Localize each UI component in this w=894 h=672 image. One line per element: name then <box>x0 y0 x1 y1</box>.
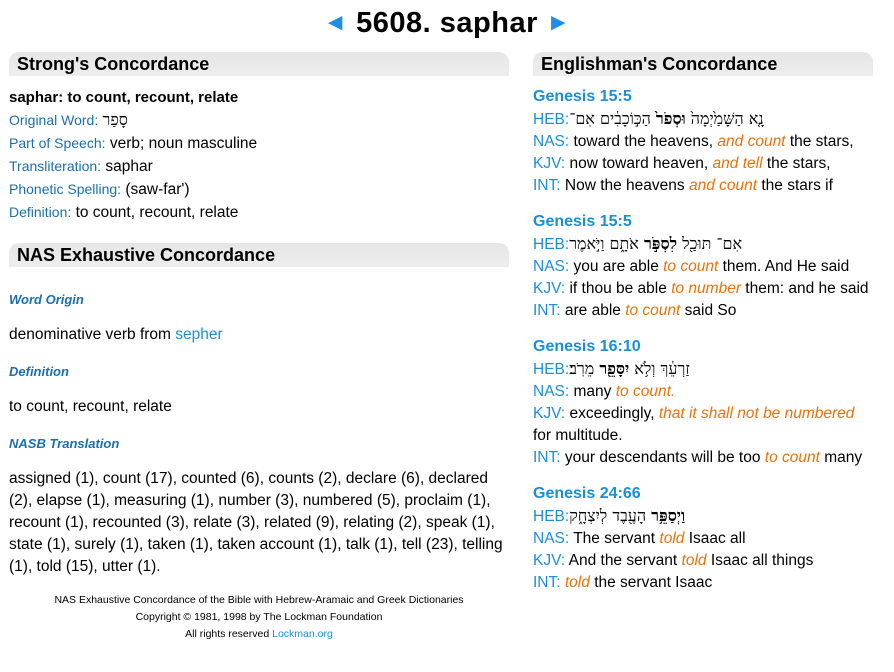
heb-highlight-word: לִסְפֹּ֣ר <box>643 234 678 253</box>
verse-entry <box>533 483 873 594</box>
kjv-label: KJV: <box>533 405 566 422</box>
verse-entry <box>533 211 873 322</box>
kjv-highlight: told <box>681 552 707 569</box>
heb-text-after: אֹתָ֑ם וַיֹּ֣אמֶר <box>569 234 644 253</box>
nas-line <box>533 381 873 403</box>
nas-text-before: many <box>573 383 612 400</box>
nas-heading: NAS Exhaustive Concordance <box>9 243 509 267</box>
heb-label: HEB: <box>533 111 570 128</box>
heb-highlight-word: יִסָּפֵ֖ר <box>599 359 630 378</box>
kjv-text-after: Isaac all things <box>710 552 814 569</box>
nas-text-before: you are able <box>573 258 659 275</box>
kjv-text-before: now toward heaven, <box>569 155 709 172</box>
nas-line <box>533 528 873 550</box>
int-highlight: and count <box>688 177 758 194</box>
nas-text-before: The servant <box>573 530 656 547</box>
word-origin-text <box>9 324 509 346</box>
kjv-highlight: that it shall not be numbered <box>658 405 855 422</box>
kjv-label: KJV: <box>533 280 566 297</box>
lockman-link[interactable]: Lockman.org <box>272 628 333 640</box>
nas-label: NAS: <box>533 258 570 275</box>
nas-text-before: toward the heavens, <box>573 133 714 150</box>
left-column <box>9 52 509 643</box>
nas-text-after: them. And He said <box>722 258 850 275</box>
nas-label: NAS: <box>533 530 570 547</box>
kjv-text-after: the stars, <box>766 155 831 172</box>
part-of-speech-label: Part of Speech: <box>9 135 106 151</box>
int-line <box>533 572 873 594</box>
int-highlight: to count <box>625 302 681 319</box>
int-text-before: Now the heavens <box>564 177 685 194</box>
heb-text-after: מֵרֹֽב׃ <box>569 359 600 378</box>
kjv-text-before: if thou be able <box>569 280 667 297</box>
kjv-line <box>533 403 873 447</box>
kjv-label: KJV: <box>533 155 566 172</box>
kjv-label: KJV: <box>533 552 566 569</box>
verse-list <box>533 86 873 594</box>
heb-text-after: הָעֶ֖בֶד לְיִצְחָ֑ק <box>569 506 652 525</box>
sepher-link[interactable]: sepher <box>175 326 223 343</box>
nas-highlight: told <box>659 530 685 547</box>
heb-text <box>569 506 685 525</box>
heb-text <box>569 109 763 128</box>
transliteration-label: Transliteration: <box>9 158 102 174</box>
nas-line <box>533 131 873 153</box>
definition-label: Definition: <box>9 204 72 220</box>
nas-highlight: and count <box>717 133 786 150</box>
int-text-before: are able <box>564 302 621 319</box>
footer-rights: All rights reserved <box>185 628 270 640</box>
strongs-details <box>9 76 509 224</box>
heb-line <box>533 358 873 381</box>
heb-line <box>533 108 873 131</box>
part-of-speech-value: verb; noun masculine <box>109 135 258 152</box>
phonetic-value: (saw-far') <box>125 181 190 198</box>
int-text-before: your descendants will be too <box>564 449 761 466</box>
phonetic-label: Phonetic Spelling: <box>9 181 122 197</box>
part-of-speech-row <box>9 132 509 155</box>
nas-definition-text: to count, recount, relate <box>9 398 172 415</box>
footer-line-1: NAS Exhaustive Concordance of the Bible with Hebrew-Aramaic and Greek Dictionaries <box>54 594 464 606</box>
int-text-after: many <box>824 449 863 466</box>
int-line <box>533 175 873 197</box>
verse-reference-link[interactable]: Genesis 15:5 <box>533 88 632 105</box>
transliteration-value: saphar <box>105 158 153 175</box>
strongs-summary: saphar: to count, recount, relate <box>9 89 239 106</box>
heb-line <box>533 505 873 528</box>
int-highlight: told <box>564 574 590 591</box>
heb-text-after: הַכּ֣וֹכָבִ֔ים אִם־ <box>569 109 656 128</box>
next-entry-arrow-icon[interactable]: ► <box>546 9 571 36</box>
footer-line-2: Copyright © 1981, 1998 by The Lockman Foundation <box>135 611 383 623</box>
phonetic-row <box>9 178 509 201</box>
heb-text-before: אִם־ תּוּכַ֖ל <box>677 234 743 253</box>
englishmans-heading: Englishman's Concordance <box>533 52 873 76</box>
page-title-bar <box>0 4 894 42</box>
verse-entry <box>533 336 873 469</box>
original-word-value: סָפַר <box>102 110 128 129</box>
original-word-row <box>9 109 509 132</box>
int-label: INT: <box>533 449 561 466</box>
kjv-text-before: And the servant <box>568 552 678 569</box>
right-column <box>533 52 873 608</box>
nas-highlight: to count <box>663 258 719 275</box>
nas-label: NAS: <box>533 383 570 400</box>
heb-label: HEB: <box>533 361 570 378</box>
int-text-after: the stars if <box>761 177 833 194</box>
int-label: INT: <box>533 177 561 194</box>
kjv-line <box>533 550 873 572</box>
word-origin-label: Word Origin <box>9 292 84 307</box>
original-word-label: Original Word: <box>9 112 99 128</box>
nasb-translation-label: NASB Translation <box>9 436 120 451</box>
kjv-line <box>533 278 873 300</box>
int-label: INT: <box>533 302 561 319</box>
prev-entry-arrow-icon[interactable]: ◄ <box>323 9 348 36</box>
kjv-highlight: to number <box>671 280 741 297</box>
verse-entry <box>533 86 873 197</box>
nas-line <box>533 256 873 278</box>
int-label: INT: <box>533 574 561 591</box>
definition-value: to count, recount, relate <box>75 204 239 221</box>
kjv-text-after: for multitude. <box>533 427 623 444</box>
copyright-footer <box>9 592 509 643</box>
verse-reference-link[interactable]: Genesis 16:10 <box>533 338 641 355</box>
verse-reference-link[interactable]: Genesis 15:5 <box>533 213 632 230</box>
nasb-translation-text: assigned (1), count (17), counted (6), counts (2), declare (6), declared (2), elapse (1), measuring (1), number (3), numbered (5), proclaim (1), recount (1), recounted (3), relate (3), related (9), relating (2), speak (1), state (1), surely (1), taken (1), taken account (1), talk (1), tell (23), telling (1), told (15), utter (1). <box>9 470 503 575</box>
transliteration-row <box>9 155 509 178</box>
kjv-text-before: exceedingly, <box>569 405 655 422</box>
int-highlight: to count <box>764 449 820 466</box>
nas-definition-label: Definition <box>9 364 69 379</box>
heb-label: HEB: <box>533 508 570 525</box>
heb-text <box>569 234 742 253</box>
heb-text-before: זַרְעֵ֔ךְ וְלֹ֥א <box>629 359 690 378</box>
int-text-after: said So <box>684 302 737 319</box>
word-origin-prefix: denominative verb from <box>9 326 171 343</box>
nas-label: NAS: <box>533 133 570 150</box>
int-text-after: the servant Isaac <box>594 574 713 591</box>
verse-reference-link[interactable]: Genesis 24:66 <box>533 485 641 502</box>
heb-line <box>533 233 873 256</box>
kjv-text-after: them: and he said <box>745 280 869 297</box>
nas-text-after: Isaac all <box>688 530 746 547</box>
page-title: 5608. saphar <box>356 7 538 39</box>
footer-line-3 <box>9 626 509 643</box>
kjv-line <box>533 153 873 175</box>
heb-text <box>569 359 690 378</box>
heb-highlight-word: וַיְסַפֵּ֥ר <box>651 506 686 525</box>
int-line <box>533 300 873 322</box>
nas-highlight: to count. <box>615 383 676 400</box>
heb-label: HEB: <box>533 236 570 253</box>
heb-highlight-word: וּסְפֹר֙ <box>655 109 686 128</box>
definition-row <box>9 201 509 224</box>
strongs-heading: Strong's Concordance <box>9 52 509 76</box>
int-line <box>533 447 873 469</box>
nas-text-after: the stars, <box>789 133 854 150</box>
heb-text-before: נָ֤א הַשָּׁמַ֙יְמָה֙ <box>685 109 764 128</box>
kjv-highlight: and tell <box>712 155 763 172</box>
